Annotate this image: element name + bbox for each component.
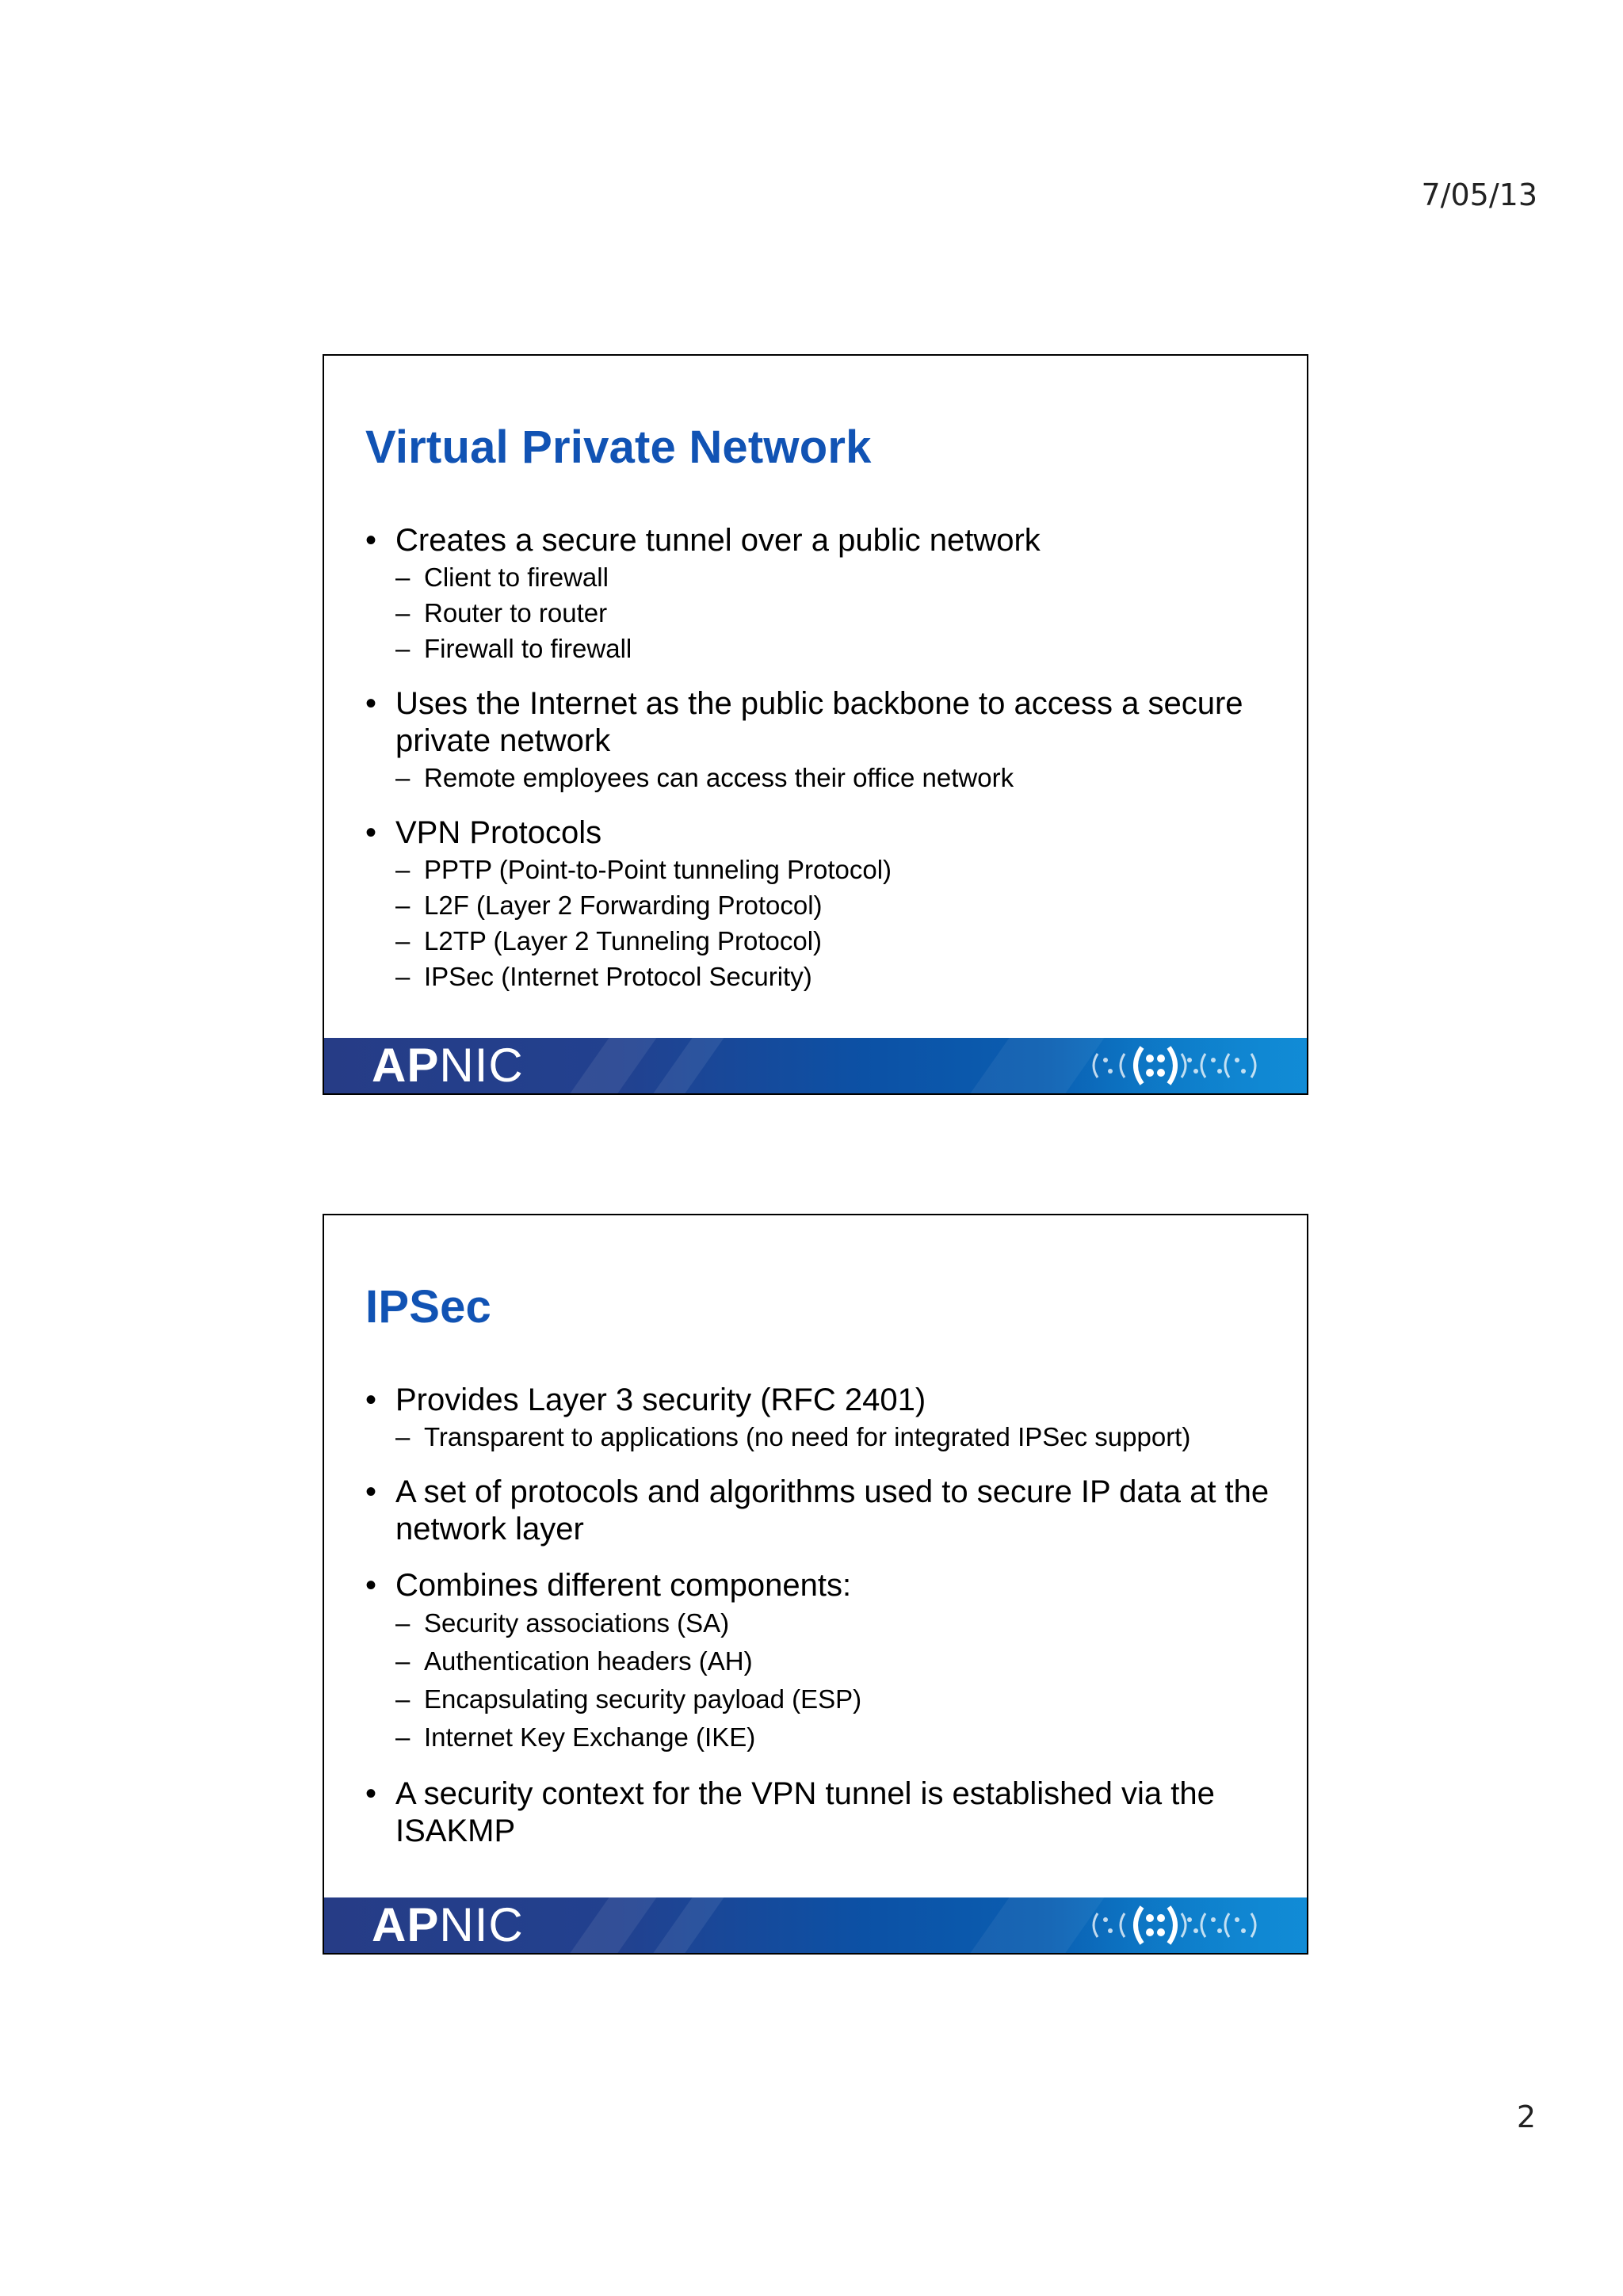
slide-title: Virtual Private Network: [365, 421, 872, 473]
bullet-text: A security context for the VPN tunnel is established via the ISAKMP: [395, 1776, 1215, 1848]
bullet-text: Creates a secure tunnel over a public network: [395, 523, 1041, 558]
braille-emblem-icon: [1086, 1043, 1261, 1089]
bullet-text: A set of protocols and algorithms used to secure IP data at the network layer: [395, 1474, 1270, 1547]
sub-bullet: – Security associations (SA): [365, 1604, 1275, 1642]
apnic-logo: APNIC: [372, 1039, 524, 1092]
slide-content: [365, 522, 1275, 994]
bullet: [365, 1382, 1275, 1419]
bullet: [365, 685, 1275, 760]
slide-footer: [324, 1897, 1307, 1953]
sub-bullet: – Remote employees can access their office network: [365, 760, 1275, 795]
apnic-logo: APNIC: [372, 1898, 524, 1951]
slide-content: [365, 1382, 1275, 1850]
bullet: [365, 1775, 1275, 1850]
sub-bullet: – Client to firewall: [365, 559, 1275, 595]
sub-bullet: – Encapsulating security payload (ESP): [365, 1680, 1275, 1718]
bullet: [365, 1567, 1275, 1604]
sub-bullet: – Transparent to applications (no need for integrated IPSec support): [365, 1419, 1275, 1455]
bullet-text: Uses the Internet as the public backbone to access a secure private network: [395, 686, 1243, 758]
slide-footer: [324, 1038, 1307, 1093]
sub-bullet: – PPTP (Point-to-Point tunneling Protocol): [365, 852, 1275, 887]
header-date: 7/05/13: [1421, 177, 1537, 212]
bullet: [365, 814, 1275, 852]
sub-bullet: – IPSec (Internet Protocol Security): [365, 959, 1275, 994]
sub-bullet: – L2F (Layer 2 Forwarding Protocol): [365, 887, 1275, 923]
page-number: 2: [1516, 2100, 1536, 2134]
slide-title: IPSec: [365, 1281, 491, 1333]
bullet: [365, 522, 1275, 559]
bullet-text: Combines different components:: [395, 1568, 852, 1603]
bullet: [365, 1474, 1275, 1548]
braille-emblem-icon: [1086, 1902, 1261, 1948]
sub-bullet: – L2TP (Layer 2 Tunneling Protocol): [365, 923, 1275, 959]
bullet-text: VPN Protocols: [395, 815, 602, 850]
slide-ipsec: [323, 1214, 1308, 1955]
slide-vpn: [323, 354, 1308, 1095]
bullet-text: Provides Layer 3 security (RFC 2401): [395, 1383, 926, 1417]
sub-bullet: – Router to router: [365, 595, 1275, 631]
sub-bullet: – Firewall to firewall: [365, 631, 1275, 666]
sub-bullet: – Authentication headers (AH): [365, 1642, 1275, 1680]
sub-bullet: – Internet Key Exchange (IKE): [365, 1718, 1275, 1756]
